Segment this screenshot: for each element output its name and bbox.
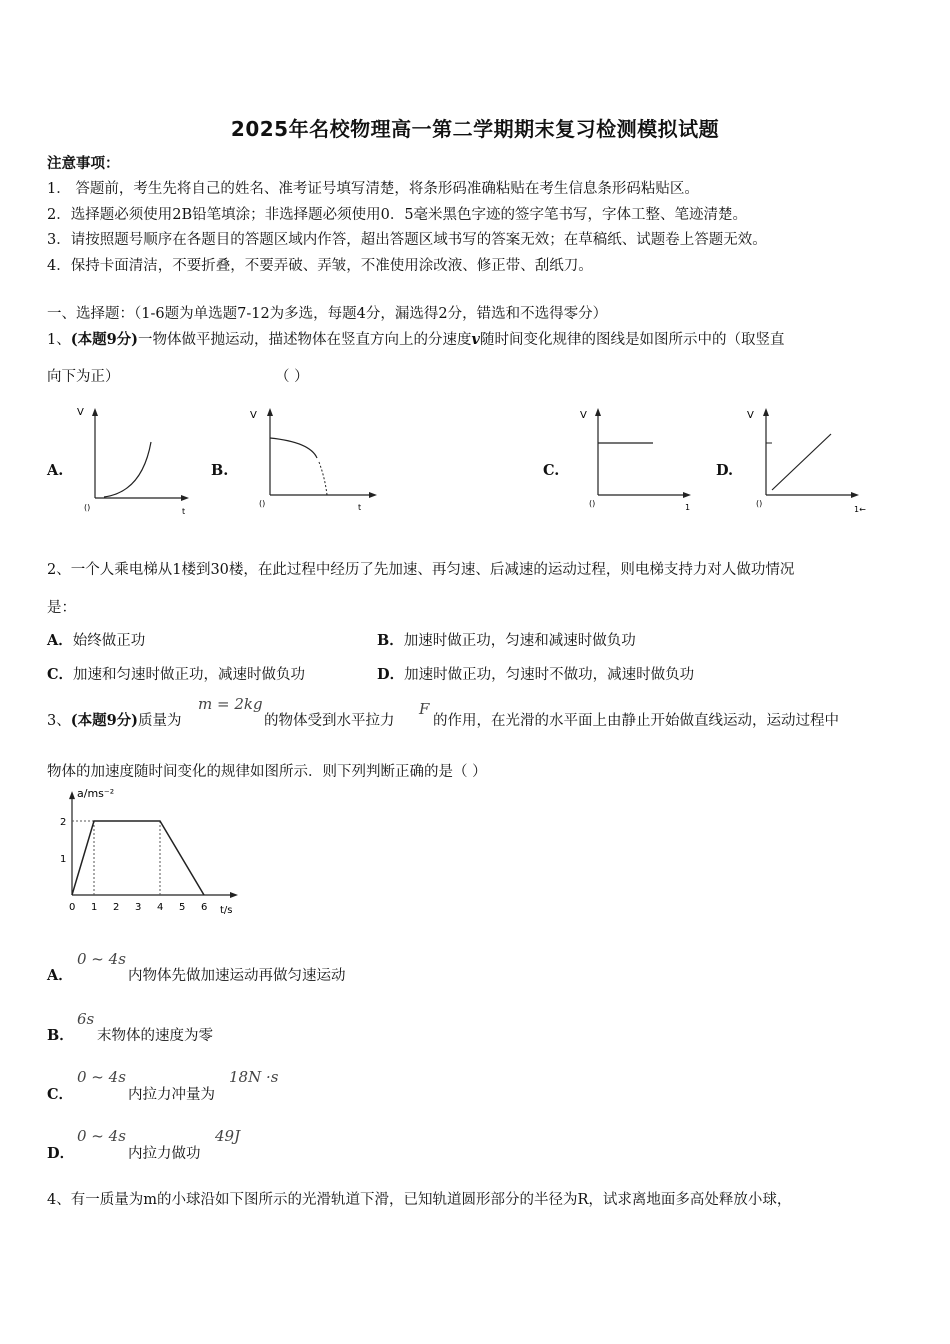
x-tick-label: 2 bbox=[113, 902, 120, 913]
curve bbox=[104, 442, 151, 497]
y-axis-arrow bbox=[92, 408, 98, 416]
question-1-stem-line2: 向下为正） bbox=[47, 369, 120, 385]
option-c-text: 内拉力冲量为 bbox=[128, 1087, 215, 1103]
question-text: 一物体做平抛运动，描述物体在竖直方向上的分速度 bbox=[138, 332, 472, 348]
option-b-label[interactable]: B. bbox=[211, 462, 229, 479]
option-a-math: 0 ~ 4s bbox=[77, 950, 126, 968]
question-4-stem: 4、有一质量为m的小球沿如下图所示的光滑轨道下滑，已知轨道圆形部分的半径为R，试求离地面多高处释放小球， bbox=[47, 1192, 792, 1208]
y-tick-label: 1 bbox=[60, 854, 67, 865]
x-label: 1← bbox=[854, 505, 866, 514]
y-axis-label: a/ms⁻² bbox=[77, 787, 115, 801]
x-label: 1 bbox=[685, 503, 691, 512]
option-c[interactable] bbox=[47, 663, 305, 684]
linear-line bbox=[772, 434, 831, 490]
y-axis-arrow bbox=[763, 408, 769, 416]
question-3-stem bbox=[47, 709, 182, 730]
variable-v: v bbox=[471, 331, 480, 348]
option-d[interactable] bbox=[377, 663, 694, 684]
curve bbox=[270, 438, 317, 458]
option-c-label[interactable]: C． bbox=[47, 1086, 74, 1103]
option-label: B． bbox=[377, 632, 404, 649]
option-d-math2: 49J bbox=[215, 1127, 241, 1145]
data-series bbox=[72, 821, 204, 895]
question-number: 3、 bbox=[47, 713, 71, 729]
option-text: 加速时做正功，匀速和减速时做负功 bbox=[403, 633, 636, 649]
notice-item: 4．保持卡面清洁，不要折叠，不要弄破、弄皱，不准使用涂改液、修正带、刮纸刀。 bbox=[47, 258, 593, 274]
y-axis-arrow bbox=[267, 408, 273, 416]
x-axis-arrow bbox=[683, 492, 691, 498]
option-label: D． bbox=[377, 666, 405, 683]
question-text: 的作用，在光滑的水平面上由静止开始做直线运动，运动过程中 bbox=[433, 713, 839, 729]
option-c-label[interactable]: C. bbox=[543, 462, 560, 479]
x-axis-label: t/s bbox=[220, 905, 233, 916]
page-title: 2025年名校物理高一第二学期期末复习检测模拟试题 bbox=[230, 117, 720, 141]
option-a-text: 内物体先做加速运动再做匀速运动 bbox=[128, 968, 346, 984]
y-label: V bbox=[250, 410, 257, 421]
y-label: V bbox=[747, 410, 754, 421]
curve-dashed bbox=[319, 462, 327, 495]
option-b-math: 6s bbox=[77, 1010, 95, 1028]
y-axis-arrow bbox=[69, 791, 75, 799]
acceleration-time-chart bbox=[50, 787, 280, 920]
question-tag: (本题9分) bbox=[70, 712, 139, 729]
section-heading: 一、选择题：（1-6题为单选题7-12为多选，每题4分，漏选得2分，错选和不选得零分） bbox=[47, 306, 608, 322]
notice-heading: 注意事项： bbox=[47, 155, 120, 172]
y-tick-label: 2 bbox=[60, 817, 67, 828]
x-label: t bbox=[182, 507, 186, 516]
x-tick-label: 0 bbox=[69, 902, 76, 913]
origin-label: () bbox=[756, 499, 763, 508]
graph-a bbox=[72, 400, 197, 520]
option-a-label[interactable]: A． bbox=[47, 967, 73, 984]
x-tick-label: 5 bbox=[179, 902, 186, 913]
y-label: V bbox=[77, 407, 84, 418]
option-b-label[interactable]: B． bbox=[47, 1027, 74, 1044]
option-d-label[interactable]: D. bbox=[716, 462, 734, 479]
option-text: 加速时做正功，匀速时不做功，减速时做负功 bbox=[404, 667, 695, 683]
y-label: V bbox=[580, 410, 587, 421]
question-text: 质量为 bbox=[138, 713, 182, 729]
option-d-label[interactable]: D． bbox=[47, 1145, 75, 1162]
question-text: 的物体受到水平拉力 bbox=[264, 713, 395, 729]
notice-item: 2．选择题必须使用2B铅笔填涂；非选择题必须使用0．5毫米黑色字迹的签字笔书写，字体工整、笔迹清楚。 bbox=[47, 207, 748, 223]
x-tick-label: 6 bbox=[201, 902, 208, 913]
x-axis-arrow bbox=[851, 492, 859, 498]
answer-paren: （ ） bbox=[275, 369, 309, 385]
graph-d bbox=[742, 400, 877, 520]
x-tick-label: 4 bbox=[157, 902, 164, 913]
force-symbol: F bbox=[419, 700, 430, 718]
option-b[interactable] bbox=[377, 629, 636, 650]
option-b-text: 末物体的速度为零 bbox=[97, 1028, 213, 1044]
option-a[interactable] bbox=[47, 629, 145, 650]
option-d-math: 0 ~ 4s bbox=[77, 1127, 126, 1145]
option-c-math: 0 ~ 4s bbox=[77, 1068, 126, 1086]
x-axis-arrow bbox=[230, 892, 238, 898]
graph-c bbox=[575, 400, 700, 520]
question-tag: (本题9分) bbox=[70, 331, 139, 348]
option-label: C． bbox=[47, 666, 74, 683]
option-text: 始终做正功 bbox=[72, 633, 146, 649]
option-label: A． bbox=[47, 632, 73, 649]
x-axis-arrow bbox=[181, 495, 189, 501]
question-2-stem: 2、一个人乘电梯从1楼到30楼，在此过程中经历了先加速、再匀速、后减速的运动过程，则电梯支持力对人做功情况 bbox=[47, 562, 795, 578]
origin-label: () bbox=[259, 499, 266, 508]
option-c-math2: 18N ·s bbox=[229, 1068, 279, 1086]
option-d-text: 内拉力做功 bbox=[128, 1146, 201, 1162]
x-tick-label: 1 bbox=[91, 902, 98, 913]
notice-item: 3．请按照题号顺序在各题目的答题区域内作答，超出答题区域书写的答案无效；在草稿纸、试题卷上答题无效。 bbox=[47, 232, 767, 248]
question-number: 1、 bbox=[47, 332, 71, 348]
option-a-label[interactable]: A. bbox=[47, 462, 64, 479]
option-text: 加速和匀速时做正功，减速时做负功 bbox=[73, 667, 306, 683]
question-1-stem bbox=[47, 328, 784, 349]
x-tick-label: 3 bbox=[135, 902, 142, 913]
origin-label: () bbox=[589, 499, 596, 508]
question-3-stem-line2: 物体的加速度随时间变化的规律如图所示．则下列判断正确的是（ ） bbox=[47, 764, 487, 780]
notice-item: 1． 答题前，考生先将自己的姓名、准考证号填写清楚，将条形码准确粘贴在考生信息条形码粘贴区。 bbox=[47, 181, 699, 197]
mass-formula: m = 2kg bbox=[198, 695, 263, 713]
graph-b bbox=[245, 400, 385, 520]
x-label: t bbox=[358, 503, 362, 512]
x-axis-arrow bbox=[369, 492, 377, 498]
y-axis-arrow bbox=[595, 408, 601, 416]
question-2-stem-line2: 是： bbox=[47, 600, 76, 616]
question-text: 随时间变化规律的图线是如图所示中的（取竖直 bbox=[479, 332, 785, 348]
origin-label: () bbox=[84, 503, 91, 512]
